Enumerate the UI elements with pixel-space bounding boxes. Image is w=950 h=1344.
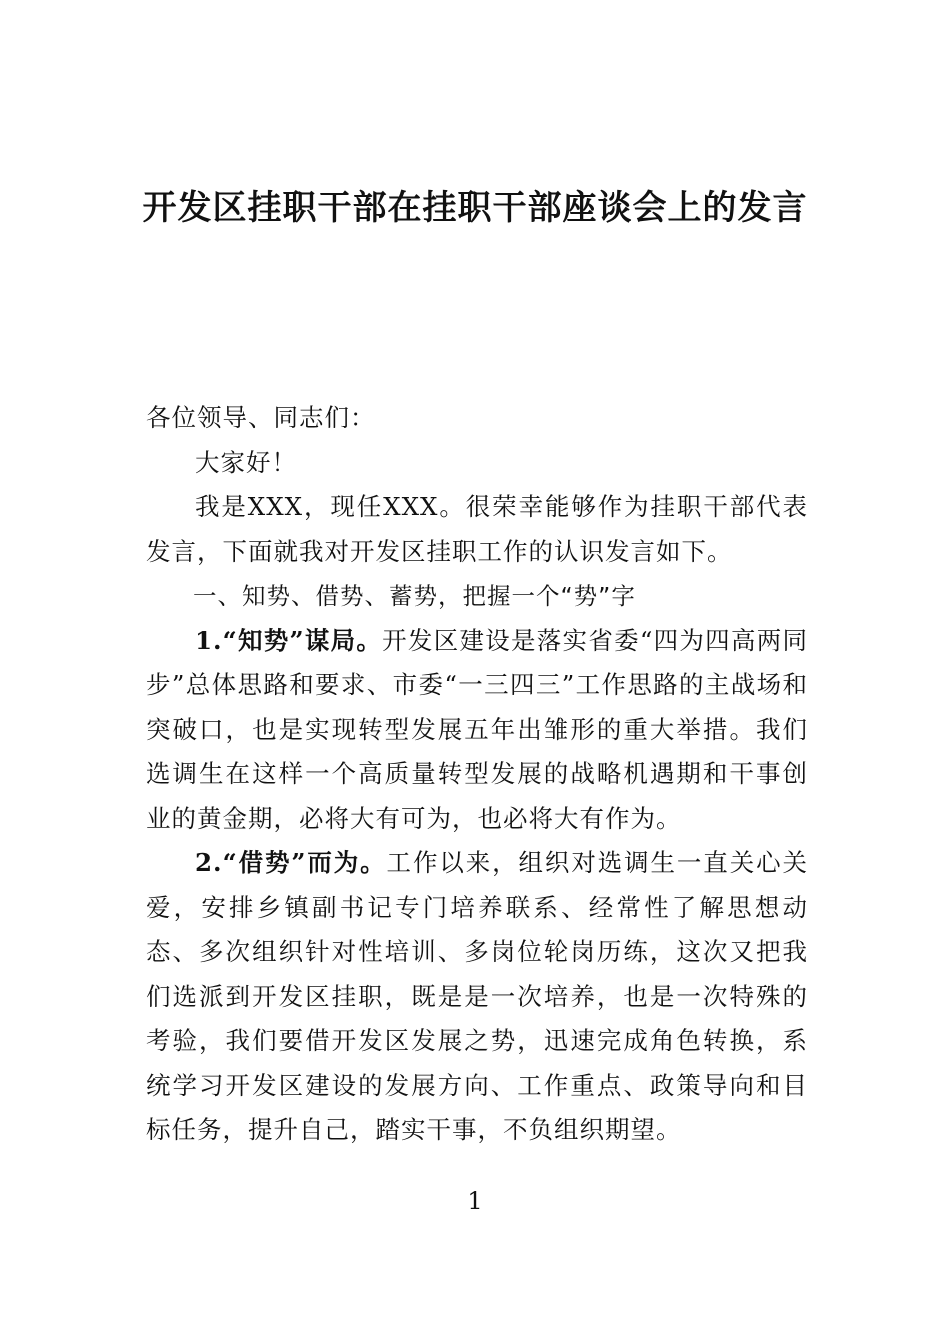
intro-paragraph: 我是XXX，现任XXX。很荣幸能够作为挂职干部代表发言，下面就我对开发区挂职工作的认识发言如下。 <box>146 492 808 566</box>
page-number: 1 <box>467 1187 483 1215</box>
item-1-text: 开发区建设是落实省委“四为四高两同步”总体思路和要求、市委“一三四三”工作思路的主战场和突破口，也是实现转型发展五年出雏形的重大举措。我们选调生在这样一个高质量转型发展的战略机遇期和干事创业的黄金期，必将大有可为，也必将大有作为。 <box>146 625 808 833</box>
document-title: 开发区挂职干部在挂职干部座谈会上的发言 <box>142 188 808 228</box>
document-body <box>146 396 808 1153</box>
paragraph-item-1 <box>146 619 808 842</box>
item-2-lead: 2.“借势”而为。 <box>195 848 387 877</box>
item-1-lead: 1.“知势”谋局。 <box>195 625 383 655</box>
salutation: 各位领导、同志们： <box>146 403 376 432</box>
paragraph-item-2 <box>146 841 808 1153</box>
item-2-text: 工作以来，组织对选调生一直关心关爱，安排乡镇副书记专门培养联系、经常性了解思想动态、多次组织针对性培训、多岗位轮岗历练，这次又把我们选派到开发区挂职，既是是一次培养，也是一次特殊的考验，我们要借开发区发展之势，迅速完成角色转换，系统学习开发区建设的发展方向、工作重点、政策导向和目标任务，提升自己，踏实干事，不负组织期望。 <box>146 848 809 1144</box>
greeting: 大家好！ <box>195 447 297 477</box>
section-heading: 一、知势、借势、蓄势，把握一个“势”字 <box>193 582 636 610</box>
